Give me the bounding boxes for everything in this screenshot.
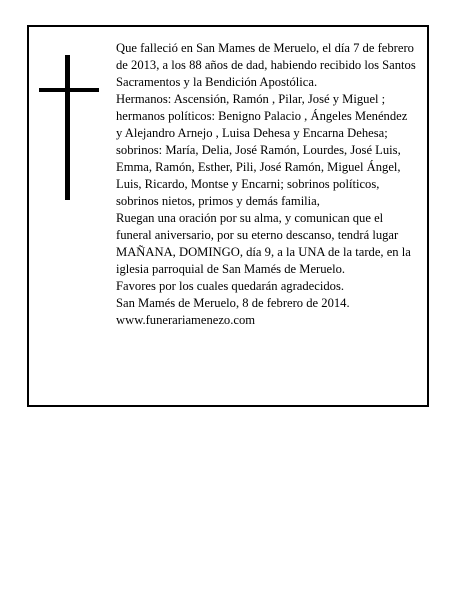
cross-vertical-bar: [65, 55, 70, 200]
place-date-line: San Mamés de Meruelo, 8 de febrero de 2014.: [116, 296, 350, 310]
website-line: www.funerariamenezo.com: [116, 313, 256, 327]
family-list: Hermanos: Ascensión, Ramón , Pilar, José y Miguel ; hermanos políticos: Benigno Palacio , Ángeles Menéndez y Alejandro Arnejo , Luisa Dehesa y Encarna Dehesa; sobrinos: María, Delia, José Ramón, Lourdes, José Luis, Emma, Ramón, Esther, Pili, José Ramón, Miguel Ángel, Luis, Ricardo, Montse y Encarni; sobrinos políticos, sobrinos nietos, primos y demás familia,: [116, 92, 408, 208]
funeral-details: Ruegan una oración por su alma, y comunican que el funeral aniversario, por su eterno descanso, tendrá lugar MAÑANA, DOMINGO, día 9, a la UNA de la tarde, en la iglesia parroquial de San Mamés de Meruelo.: [116, 211, 411, 276]
thanks-line: Favores por los cuales quedarán agradecidos.: [116, 279, 345, 293]
latin-cross-icon: [39, 55, 99, 200]
obituary-notice: [27, 25, 429, 407]
death-announcement: Que falleció en San Mames de Meruelo, el día 7 de febrero de 2013, a los 88 años de dad, habiendo recibido los Santos Sacramentos y la Bendición Apostólica.: [116, 41, 416, 89]
notice-text: [116, 40, 416, 329]
cross-horizontal-bar: [39, 88, 99, 92]
